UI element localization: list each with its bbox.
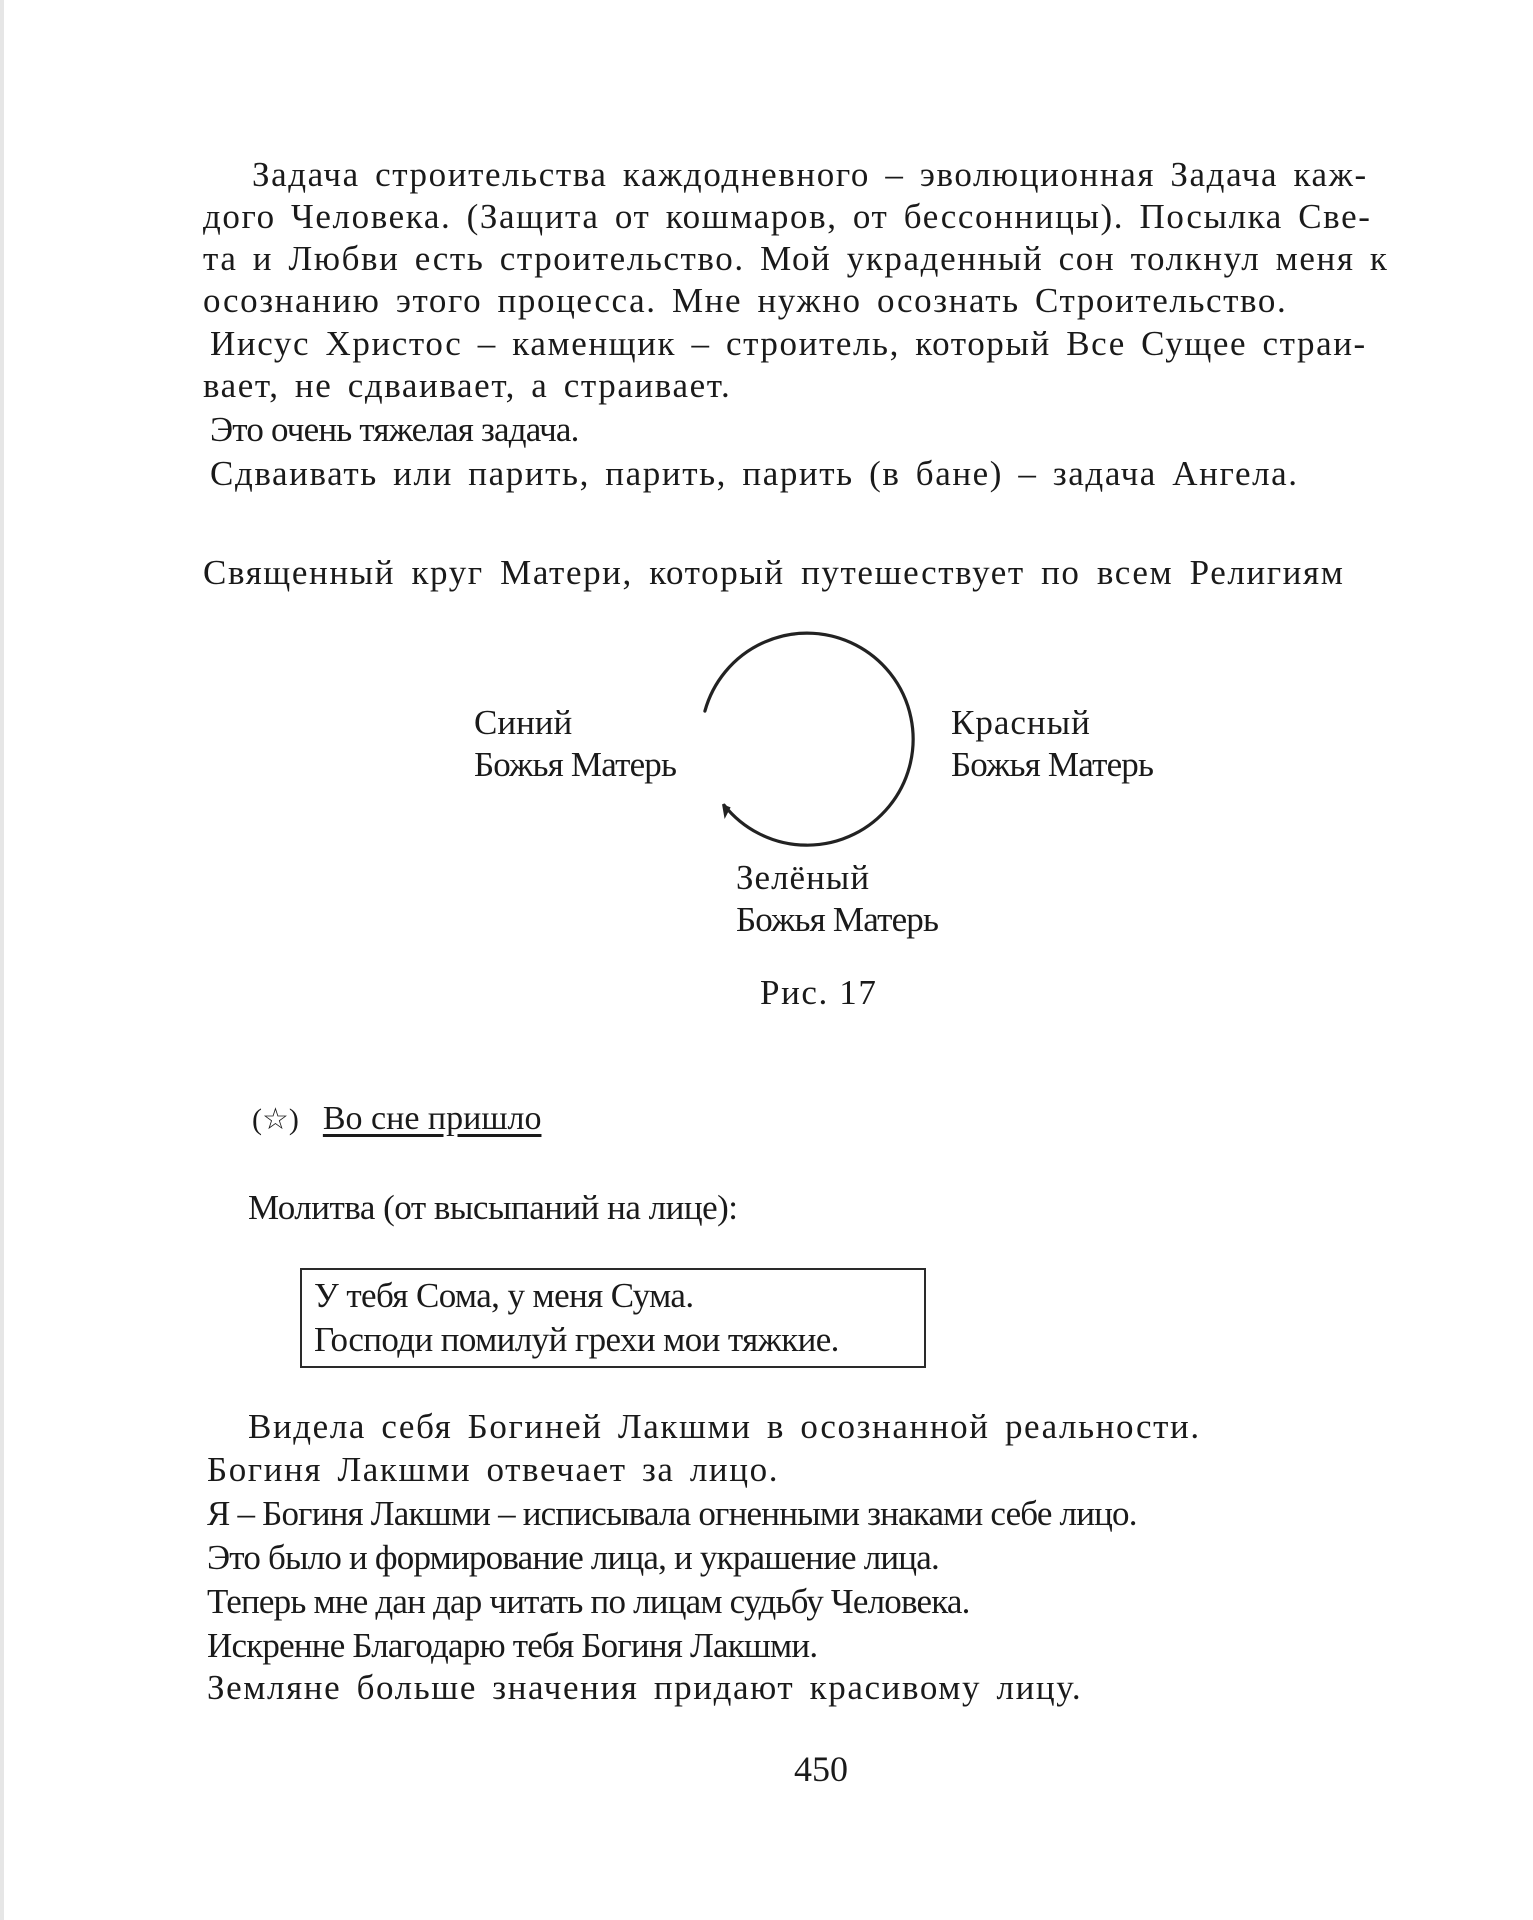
page-number: 450 bbox=[794, 1749, 848, 1789]
label-green-mother bbox=[736, 857, 938, 941]
prayer-line: Господи помилуй грехи мои тяжкие. bbox=[314, 1320, 839, 1359]
text-line: осознанию этого процесса. Мне нужно осознать Строительство. bbox=[203, 281, 1288, 320]
prayer-intro: Молитва (от высыпаний на лице): bbox=[248, 1188, 738, 1227]
text-line: Богиня Лакшми отвечает за лицо. bbox=[207, 1450, 780, 1489]
text-line: Я – Богиня Лакшми – исписывала огненными знаками себе лицо. bbox=[207, 1494, 1137, 1533]
text-line: Это очень тяжелая задача. bbox=[210, 410, 579, 449]
prayer-line: У тебя Сома, у меня Сума. bbox=[314, 1276, 694, 1315]
text-line: Искренне Благодарю тебя Богиня Лакшми. bbox=[207, 1626, 818, 1665]
text-line: вает, не сдваивает, а страивает. bbox=[203, 366, 732, 405]
circle-arc bbox=[705, 633, 913, 845]
text-line: Видела себя Богиней Лакшми в осознанной реальности. bbox=[248, 1407, 1201, 1446]
label-blue-title: Божья Матерь bbox=[474, 745, 677, 784]
text-line: дого Человека. (Защита от кошмаров, от бессонницы). Посылка Све- bbox=[203, 197, 1372, 236]
figure-number: Рис. 17 bbox=[760, 973, 878, 1012]
label-green-color: Зелёный bbox=[736, 858, 871, 897]
label-green-title: Божья Матерь bbox=[736, 900, 939, 939]
text-line: та и Любви есть строительство. Мой украденный сон толкнул меня к bbox=[203, 239, 1389, 278]
prayer-box bbox=[300, 1268, 926, 1368]
sacred-circle-diagram bbox=[460, 615, 1220, 955]
page-edge-shadow bbox=[0, 0, 4, 1920]
label-red-mother bbox=[951, 702, 1153, 786]
label-red-title: Божья Матерь bbox=[951, 745, 1154, 784]
label-blue-mother bbox=[474, 702, 676, 786]
dream-heading bbox=[252, 1100, 541, 1138]
text-line: Иисус Христос – каменщик – строитель, который Все Сущее страи- bbox=[210, 324, 1367, 363]
figure-title: Священный круг Матери, который путешествует по всем Религиям bbox=[203, 553, 1345, 592]
text-line: Теперь мне дан дар читать по лицам судьбу Человека. bbox=[207, 1582, 970, 1621]
label-blue-color: Синий bbox=[474, 703, 573, 742]
star-icon: (☆) bbox=[252, 1103, 299, 1136]
label-red-color: Красный bbox=[951, 703, 1091, 742]
text-line: Задача строительства каждодневного – эволюционная Задача каж- bbox=[252, 155, 1368, 194]
text-line: Это было и формирование лица, и украшение лица. bbox=[207, 1538, 939, 1577]
text-line: Сдваивать или парить, парить, парить (в бане) – задача Ангела. bbox=[210, 454, 1299, 493]
text-line: Земляне больше значения придают красивому лицу. bbox=[207, 1668, 1083, 1707]
dream-heading-text: Во сне пришло bbox=[322, 1100, 542, 1137]
